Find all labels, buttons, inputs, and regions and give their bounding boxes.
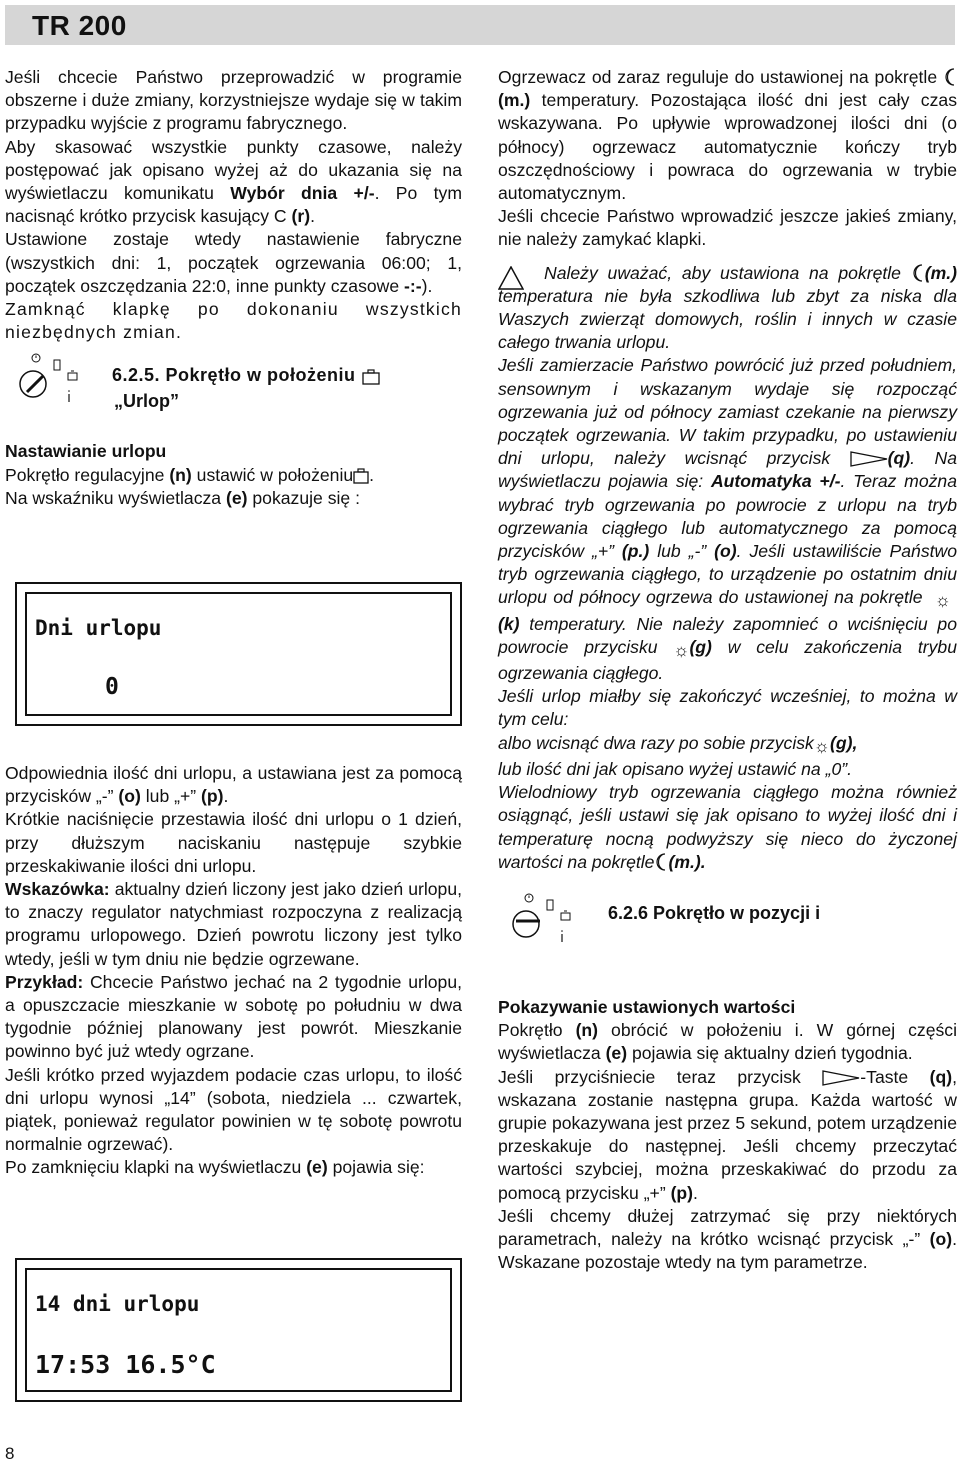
section-625-heading-block	[5, 344, 462, 440]
paragraph-more-changes: Jeśli chcecie Państwo wprowadzić jeszcze jakieś zmiany, nie należy zamykać klapki.	[498, 206, 957, 250]
section-626-heading-block	[498, 888, 957, 996]
section-625-title: 6.2.5. Pokrętło w położeniu „Urlop”	[112, 362, 380, 414]
paragraph-warning: Należy uważać, aby ustawiona na pokrętle (m.) temperatura nie była szkodliwa lub zbyt za niska dla Waszych zwierząt domowych, roślin i innych w czasie całego trwania urlopu.	[498, 262, 957, 353]
left-column	[5, 66, 462, 510]
paragraph-display-shows: Na wskaźniku wyświetlacza (e) pokazuje się :	[5, 487, 360, 508]
paragraph-hint: Wskazówka: aktualny dzień liczony jest jako dzień urlopu, to znaczy regulator natychmiast rozpoczyna z realizacją programu urlopowego. Dzień powrotu liczony jest tylko wtedy, jeśli w tym dniu nie będzie ogrzewane.	[5, 879, 462, 969]
lcd-line-2: 0	[105, 674, 119, 700]
warning-triangle-icon	[498, 266, 524, 290]
lcd-display-vacation-days	[15, 582, 462, 726]
dial-knob-icon	[13, 352, 83, 412]
left-column-lower	[5, 762, 462, 1180]
paragraph-multiday: Wielodniowy tryb ogrzewania ciągłego można również osiągnąć, jeśli ustawi się jak opisano to wyżej ilość dni i temperaturę nocną podwyższy się nieco do życzonej wartości na pokrętle (m.).	[498, 782, 957, 872]
paragraph-return-early: Jeśli zamierzacie Państwo powrócić już przed południem, sensownym i wskazanym wydaje się rozpocząć ogrzewania już od północy zamiast czekanie na pierwszy początek ogrzewania. W takim przypadku, po ustawieniu dni urlopu, należy wcisnąć przycisk (q). Na wyświetlaczu pojawia się: Automatyka +/-. Teraz można wybrać tryb ogrzewania po powrocie z urlopu na tryb ogrzewania ciągłego lub automatycznego za pomocą przycisków „+” (p.) lub „-” (o). Jeśli ustawiliście Państwo tryb ogrzewania ciągłego, to urządzenie po ostatnim dniu urlopu od północy ogrzewa do ustawionej na pokrętle ☼(k) temperatury. Nie należy zapomnieć o wciśnięciu po powrocie przycisku ☼(g) w celu zakończenia trybu ogrzewania ciągłego.	[498, 355, 957, 684]
subhead-vacation-setting: Nastawianie urlopu	[5, 441, 167, 462]
sun-icon: ☼	[673, 639, 690, 660]
paragraph-stay-longer: Jeśli chcemy dłużej zatrzymać się przy niektórych parametrach, należy na krótko wcisnąć przycisk „-” (o). Wskazane pozostaje wtedy na tym parametrze.	[498, 1205, 957, 1273]
dial-knob-icon	[506, 892, 576, 952]
paragraph-days-buttons: Odpowiednia ilość dni urlopu, a ustawiana jest za pomocą przycisków „-” (o) lub „+” (p).	[5, 763, 462, 807]
moon-icon	[654, 853, 668, 871]
paragraph-set-zero: lub ilość dni jak opisano wyżej ustawić na „0”.	[498, 758, 852, 779]
paragraph-example: Przykład: Chcecie Państwo jechać na 2 tygodnie urlopu, a opuszczacie mieszkanie w sobotę po południu w dwa tygodnie później planowany jest powrót. Mieszkanie powinno być już wtedy ogrzane.	[5, 971, 462, 1062]
paragraph-end-early: Jeśli urlop miałby się zakończyć wcześniej, to można w tym celu:	[498, 686, 957, 730]
paragraph-heater-regulates: Ogrzewacz od zaraz reguluje do ustawionej na pokrętle (m.) temperatury. Pozostająca ilość dni jest cały czas wskazywana. Po upływie wprowadzonej ilości dni (o północy) ogrzewacz automatycznie kończy tryb oszczędnościowy i powraca do ogrzewania w trybie automatycznym.	[498, 67, 957, 204]
paragraph-short-press: Krótkie naciśnięcie przestawia ilość dni urlopu o 1 dzień, przy dłuższym naciskaniu następuje szybkie przeskakiwanie ilości dni urlopu.	[5, 809, 462, 876]
moon-icon	[911, 264, 925, 282]
lcd-line-1: 14 dni urlopu	[35, 1292, 200, 1316]
paragraph-press-twice: albo wcisnąć dwa razy po sobie przycisk☼(g),	[498, 732, 957, 758]
paragraph-press-button: Jeśli przyciśniecie teraz przycisk -Taste (q), wskazana zostanie następna grupa. Każda wartość w grupie pokazywana jest przez 5 sekund, potem urządzenie przeskakuje do następnej. Jeśli chcemy przeczytać wartości szybciej, można przeskakiwać do przodu za pomocą przycisku „+” (p).	[498, 1066, 957, 1203]
paragraph-before-leaving: Jeśli krótko przed wyjazdem podacie czas urlopu, to ilość dni urlopu wynosi „14” (sobota, niedziela ... czwartek, piątek, ponieważ regulator powinien w tę sobotę powrotu normalnie ogrzewać).	[5, 1064, 462, 1155]
suitcase-icon	[362, 369, 380, 385]
subhead-show-values: Pokazywanie ustawionych wartości	[498, 996, 796, 1017]
page-title: TR 200	[32, 10, 127, 41]
moon-icon	[943, 68, 957, 86]
paragraph-after-closing: Po zamknięciu klapki na wyświetlaczu (e) pojawia się:	[5, 1157, 425, 1178]
section-626-title: 6.2.6 Pokrętło w pozycji i	[608, 902, 821, 923]
paragraph-turn-knob: Pokrętło (n) obrócić w położeniu i. W górnej części wyświetlacza (e) pojawia się aktualny dzień tygodnia.	[498, 1020, 958, 1064]
paragraph-factory-settings: Ustawione zostaje wtedy nastawienie fabryczne (wszystkich dni: 1, początek ogrzewania 06:00; 1, początek oszczędzania 22:0, inne punkty czasowe -:-).	[5, 229, 462, 296]
header-bar	[5, 5, 955, 45]
lcd-display-vacation-status	[15, 1258, 462, 1402]
suitcase-icon	[353, 468, 369, 484]
paragraph-delete-points: Aby skasować wszystkie punkty czasowe, należy postępować jak opisano wyżej aż do ukazania się na wyświetlaczu komunikatu Wybór dnia +/-. Po tym nacisnąć krótko przycisk kasujący C (r).	[5, 136, 462, 227]
lcd-line-1: Dni urlopu	[35, 616, 162, 640]
triangle-button-icon	[850, 451, 888, 467]
paragraph-intro: Jeśli chcecie Państwo przeprowadzić w programie obszerne i duże zmiany, korzystniejsze wydaje się w takim przypadku wyjście z programu fabrycznego.	[5, 67, 462, 134]
right-column	[498, 66, 957, 1274]
paragraph-set-knob: Pokrętło regulacyjne (n) ustawić w położeniu .	[5, 464, 375, 485]
sun-icon: ☼	[934, 590, 951, 611]
sun-icon: ☼	[813, 735, 830, 756]
page-number: 8	[5, 1444, 15, 1463]
paragraph-close-flap: Zamknąć klapkę po dokonaniu wszystkich niezbędnych zmian.	[5, 299, 462, 343]
triangle-button-icon	[822, 1070, 860, 1086]
lcd-line-2: 17:53 16.5°C	[35, 1350, 216, 1379]
